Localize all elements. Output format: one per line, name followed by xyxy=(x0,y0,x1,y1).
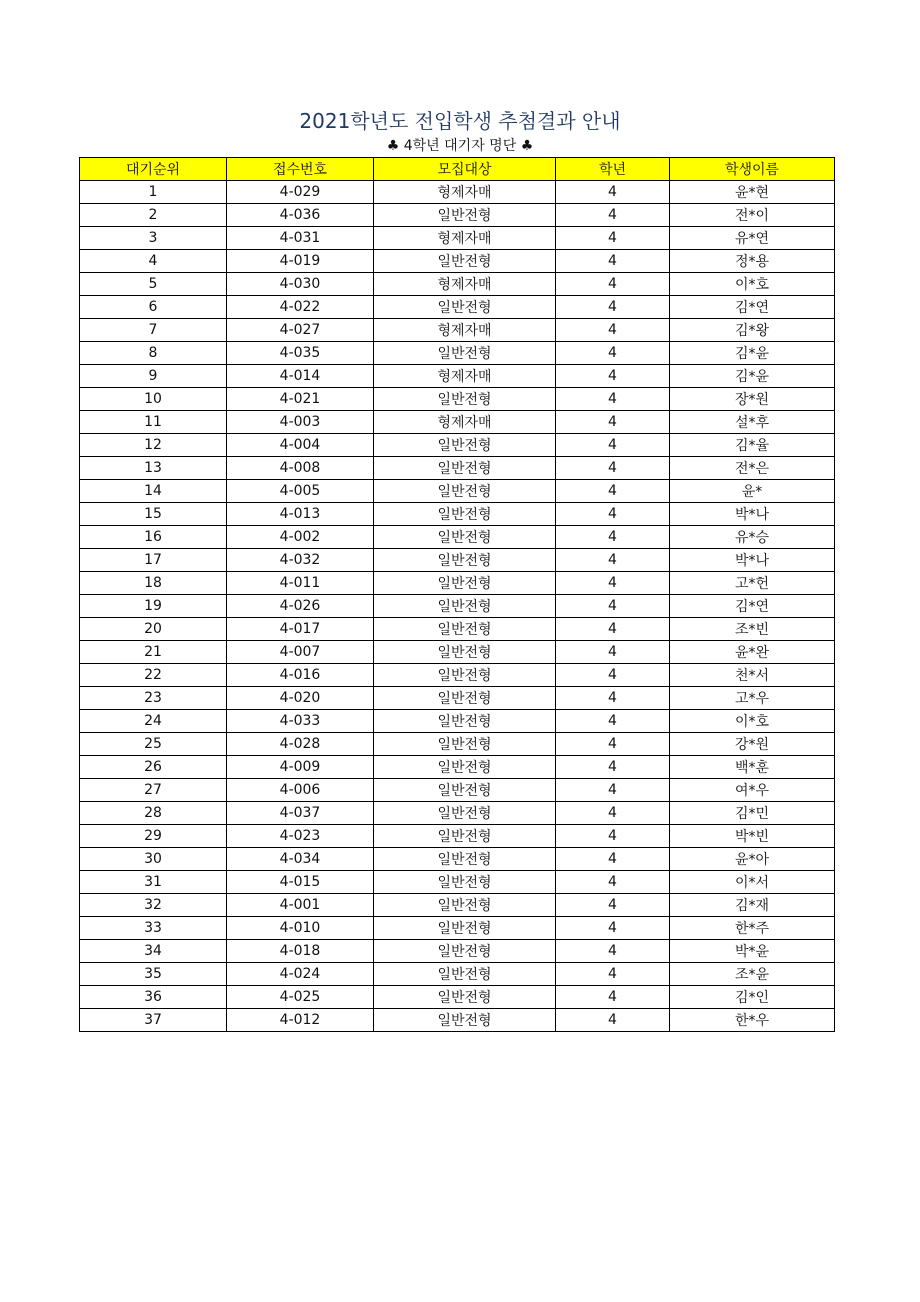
cell-rank: 20 xyxy=(80,618,227,641)
cell-student-name: 박*나 xyxy=(670,549,835,572)
table-row xyxy=(80,503,835,526)
table-row xyxy=(80,618,835,641)
cell-rank: 12 xyxy=(80,434,227,457)
cell-recruitment-type: 일반전형 xyxy=(374,388,556,411)
cell-rank: 18 xyxy=(80,572,227,595)
cell-grade: 4 xyxy=(556,296,670,319)
cell-student-name: 윤*완 xyxy=(670,641,835,664)
cell-student-name: 윤*아 xyxy=(670,848,835,871)
cell-recruitment-type: 일반전형 xyxy=(374,848,556,871)
cell-application-number: 4-032 xyxy=(227,549,374,572)
cell-recruitment-type: 일반전형 xyxy=(374,802,556,825)
cell-student-name: 김*왕 xyxy=(670,319,835,342)
cell-student-name: 이*호 xyxy=(670,273,835,296)
cell-application-number: 4-013 xyxy=(227,503,374,526)
cell-grade: 4 xyxy=(556,848,670,871)
table-row xyxy=(80,549,835,572)
cell-rank: 29 xyxy=(80,825,227,848)
cell-rank: 23 xyxy=(80,687,227,710)
cell-rank: 8 xyxy=(80,342,227,365)
table-row xyxy=(80,181,835,204)
waitlist-table xyxy=(79,157,835,1032)
cell-student-name: 천*서 xyxy=(670,664,835,687)
cell-application-number: 4-006 xyxy=(227,779,374,802)
cell-recruitment-type: 형제자매 xyxy=(374,227,556,250)
cell-student-name: 김*연 xyxy=(670,296,835,319)
cell-student-name: 김*윤 xyxy=(670,365,835,388)
cell-rank: 27 xyxy=(80,779,227,802)
cell-rank: 17 xyxy=(80,549,227,572)
cell-student-name: 김*윤 xyxy=(670,342,835,365)
table-row xyxy=(80,733,835,756)
cell-grade: 4 xyxy=(556,664,670,687)
cell-rank: 32 xyxy=(80,894,227,917)
cell-application-number: 4-022 xyxy=(227,296,374,319)
cell-recruitment-type: 일반전형 xyxy=(374,549,556,572)
cell-recruitment-type: 일반전형 xyxy=(374,457,556,480)
cell-grade: 4 xyxy=(556,181,670,204)
cell-rank: 16 xyxy=(80,526,227,549)
cell-rank: 4 xyxy=(80,250,227,273)
cell-grade: 4 xyxy=(556,963,670,986)
cell-rank: 3 xyxy=(80,227,227,250)
cell-recruitment-type: 일반전형 xyxy=(374,894,556,917)
cell-recruitment-type: 일반전형 xyxy=(374,756,556,779)
table-row xyxy=(80,710,835,733)
cell-student-name: 조*빈 xyxy=(670,618,835,641)
cell-student-name: 이*호 xyxy=(670,710,835,733)
cell-rank: 14 xyxy=(80,480,227,503)
cell-grade: 4 xyxy=(556,940,670,963)
cell-recruitment-type: 형제자매 xyxy=(374,181,556,204)
cell-application-number: 4-009 xyxy=(227,756,374,779)
table-row xyxy=(80,250,835,273)
cell-grade: 4 xyxy=(556,687,670,710)
cell-student-name: 윤* xyxy=(670,480,835,503)
cell-rank: 30 xyxy=(80,848,227,871)
cell-recruitment-type: 일반전형 xyxy=(374,825,556,848)
cell-grade: 4 xyxy=(556,779,670,802)
cell-student-name: 윤*현 xyxy=(670,181,835,204)
cell-rank: 34 xyxy=(80,940,227,963)
cell-student-name: 김*재 xyxy=(670,894,835,917)
table-body xyxy=(80,181,835,1032)
cell-student-name: 박*윤 xyxy=(670,940,835,963)
cell-student-name: 이*서 xyxy=(670,871,835,894)
cell-rank: 35 xyxy=(80,963,227,986)
cell-recruitment-type: 일반전형 xyxy=(374,664,556,687)
cell-grade: 4 xyxy=(556,503,670,526)
cell-recruitment-type: 일반전형 xyxy=(374,503,556,526)
table-header-row xyxy=(80,158,835,181)
cell-application-number: 4-026 xyxy=(227,595,374,618)
table-row xyxy=(80,779,835,802)
table-row xyxy=(80,756,835,779)
cell-student-name: 백*훈 xyxy=(670,756,835,779)
cell-rank: 11 xyxy=(80,411,227,434)
cell-rank: 26 xyxy=(80,756,227,779)
cell-application-number: 4-028 xyxy=(227,733,374,756)
header-rank: 대기순위 xyxy=(80,158,227,181)
cell-grade: 4 xyxy=(556,227,670,250)
cell-recruitment-type: 일반전형 xyxy=(374,917,556,940)
cell-application-number: 4-005 xyxy=(227,480,374,503)
cell-recruitment-type: 일반전형 xyxy=(374,296,556,319)
table-row xyxy=(80,204,835,227)
cell-application-number: 4-025 xyxy=(227,986,374,1009)
cell-rank: 9 xyxy=(80,365,227,388)
cell-grade: 4 xyxy=(556,273,670,296)
cell-rank: 6 xyxy=(80,296,227,319)
table-row xyxy=(80,319,835,342)
cell-rank: 36 xyxy=(80,986,227,1009)
cell-student-name: 조*윤 xyxy=(670,963,835,986)
cell-recruitment-type: 일반전형 xyxy=(374,434,556,457)
cell-student-name: 김*인 xyxy=(670,986,835,1009)
cell-student-name: 정*용 xyxy=(670,250,835,273)
cell-application-number: 4-011 xyxy=(227,572,374,595)
table-row xyxy=(80,457,835,480)
table-row xyxy=(80,595,835,618)
cell-application-number: 4-003 xyxy=(227,411,374,434)
table-row xyxy=(80,388,835,411)
cell-application-number: 4-010 xyxy=(227,917,374,940)
cell-rank: 2 xyxy=(80,204,227,227)
cell-student-name: 고*우 xyxy=(670,687,835,710)
subtitle-text: 4학년 대기자 명단 xyxy=(403,138,517,154)
cell-rank: 13 xyxy=(80,457,227,480)
cell-rank: 33 xyxy=(80,917,227,940)
table-row xyxy=(80,825,835,848)
table-row xyxy=(80,434,835,457)
cell-student-name: 고*헌 xyxy=(670,572,835,595)
table-row xyxy=(80,940,835,963)
club-icon: ♣ xyxy=(386,138,400,154)
cell-grade: 4 xyxy=(556,411,670,434)
cell-recruitment-type: 일반전형 xyxy=(374,480,556,503)
cell-student-name: 유*연 xyxy=(670,227,835,250)
cell-application-number: 4-033 xyxy=(227,710,374,733)
table-row xyxy=(80,894,835,917)
cell-rank: 28 xyxy=(80,802,227,825)
cell-grade: 4 xyxy=(556,572,670,595)
cell-student-name: 유*승 xyxy=(670,526,835,549)
cell-application-number: 4-027 xyxy=(227,319,374,342)
table-row xyxy=(80,687,835,710)
cell-student-name: 한*우 xyxy=(670,1009,835,1032)
cell-rank: 22 xyxy=(80,664,227,687)
table-row xyxy=(80,411,835,434)
table-row xyxy=(80,572,835,595)
cell-recruitment-type: 일반전형 xyxy=(374,595,556,618)
cell-recruitment-type: 일반전형 xyxy=(374,779,556,802)
cell-grade: 4 xyxy=(556,388,670,411)
cell-grade: 4 xyxy=(556,204,670,227)
cell-student-name: 장*원 xyxy=(670,388,835,411)
cell-recruitment-type: 일반전형 xyxy=(374,687,556,710)
cell-grade: 4 xyxy=(556,917,670,940)
cell-application-number: 4-012 xyxy=(227,1009,374,1032)
cell-application-number: 4-021 xyxy=(227,388,374,411)
cell-grade: 4 xyxy=(556,710,670,733)
table-row xyxy=(80,917,835,940)
cell-recruitment-type: 형제자매 xyxy=(374,273,556,296)
cell-recruitment-type: 일반전형 xyxy=(374,526,556,549)
cell-application-number: 4-019 xyxy=(227,250,374,273)
cell-application-number: 4-031 xyxy=(227,227,374,250)
cell-grade: 4 xyxy=(556,641,670,664)
table-row xyxy=(80,871,835,894)
cell-application-number: 4-007 xyxy=(227,641,374,664)
cell-grade: 4 xyxy=(556,365,670,388)
cell-student-name: 강*원 xyxy=(670,733,835,756)
header-recruitment-type: 모집대상 xyxy=(374,158,556,181)
table-row xyxy=(80,227,835,250)
cell-application-number: 4-018 xyxy=(227,940,374,963)
cell-application-number: 4-036 xyxy=(227,204,374,227)
cell-grade: 4 xyxy=(556,342,670,365)
cell-application-number: 4-023 xyxy=(227,825,374,848)
cell-recruitment-type: 일반전형 xyxy=(374,986,556,1009)
cell-student-name: 박*나 xyxy=(670,503,835,526)
cell-rank: 5 xyxy=(80,273,227,296)
cell-recruitment-type: 일반전형 xyxy=(374,733,556,756)
cell-grade: 4 xyxy=(556,434,670,457)
cell-recruitment-type: 일반전형 xyxy=(374,710,556,733)
cell-student-name: 전*은 xyxy=(670,457,835,480)
cell-student-name: 김*연 xyxy=(670,595,835,618)
cell-application-number: 4-029 xyxy=(227,181,374,204)
cell-grade: 4 xyxy=(556,526,670,549)
cell-recruitment-type: 일반전형 xyxy=(374,1009,556,1032)
cell-student-name: 설*후 xyxy=(670,411,835,434)
cell-grade: 4 xyxy=(556,1009,670,1032)
cell-grade: 4 xyxy=(556,756,670,779)
cell-recruitment-type: 형제자매 xyxy=(374,411,556,434)
page-title: 2021학년도 전입학생 추첨결과 안내 xyxy=(299,109,621,133)
table-row xyxy=(80,848,835,871)
cell-application-number: 4-020 xyxy=(227,687,374,710)
table-row xyxy=(80,273,835,296)
cell-recruitment-type: 일반전형 xyxy=(374,342,556,365)
cell-application-number: 4-004 xyxy=(227,434,374,457)
cell-rank: 10 xyxy=(80,388,227,411)
cell-student-name: 김*민 xyxy=(670,802,835,825)
cell-student-name: 여*우 xyxy=(670,779,835,802)
cell-rank: 31 xyxy=(80,871,227,894)
cell-student-name: 전*이 xyxy=(670,204,835,227)
table-row xyxy=(80,1009,835,1032)
table-row xyxy=(80,802,835,825)
cell-recruitment-type: 일반전형 xyxy=(374,871,556,894)
cell-application-number: 4-037 xyxy=(227,802,374,825)
cell-grade: 4 xyxy=(556,733,670,756)
table-row xyxy=(80,365,835,388)
table-row xyxy=(80,296,835,319)
cell-grade: 4 xyxy=(556,802,670,825)
page-subtitle xyxy=(0,136,920,156)
cell-application-number: 4-014 xyxy=(227,365,374,388)
cell-application-number: 4-035 xyxy=(227,342,374,365)
club-icon: ♣ xyxy=(520,138,534,154)
cell-recruitment-type: 일반전형 xyxy=(374,641,556,664)
cell-application-number: 4-034 xyxy=(227,848,374,871)
cell-grade: 4 xyxy=(556,825,670,848)
cell-recruitment-type: 일반전형 xyxy=(374,572,556,595)
cell-grade: 4 xyxy=(556,250,670,273)
cell-grade: 4 xyxy=(556,871,670,894)
cell-student-name: 박*빈 xyxy=(670,825,835,848)
cell-grade: 4 xyxy=(556,457,670,480)
cell-application-number: 4-015 xyxy=(227,871,374,894)
cell-rank: 37 xyxy=(80,1009,227,1032)
cell-recruitment-type: 일반전형 xyxy=(374,963,556,986)
cell-application-number: 4-017 xyxy=(227,618,374,641)
cell-recruitment-type: 일반전형 xyxy=(374,618,556,641)
cell-grade: 4 xyxy=(556,319,670,342)
cell-student-name: 김*율 xyxy=(670,434,835,457)
cell-application-number: 4-002 xyxy=(227,526,374,549)
cell-rank: 7 xyxy=(80,319,227,342)
table-row xyxy=(80,480,835,503)
table-row xyxy=(80,342,835,365)
header-application-number: 접수번호 xyxy=(227,158,374,181)
cell-grade: 4 xyxy=(556,618,670,641)
cell-recruitment-type: 형제자매 xyxy=(374,319,556,342)
table-row xyxy=(80,641,835,664)
header-student-name: 학생이름 xyxy=(670,158,835,181)
cell-recruitment-type: 형제자매 xyxy=(374,365,556,388)
cell-grade: 4 xyxy=(556,595,670,618)
cell-grade: 4 xyxy=(556,894,670,917)
header-grade: 학년 xyxy=(556,158,670,181)
cell-recruitment-type: 일반전형 xyxy=(374,250,556,273)
cell-grade: 4 xyxy=(556,986,670,1009)
cell-student-name: 한*주 xyxy=(670,917,835,940)
cell-rank: 15 xyxy=(80,503,227,526)
cell-rank: 21 xyxy=(80,641,227,664)
cell-rank: 1 xyxy=(80,181,227,204)
cell-application-number: 4-030 xyxy=(227,273,374,296)
cell-rank: 25 xyxy=(80,733,227,756)
table-row xyxy=(80,526,835,549)
cell-recruitment-type: 일반전형 xyxy=(374,940,556,963)
cell-grade: 4 xyxy=(556,480,670,503)
cell-rank: 24 xyxy=(80,710,227,733)
cell-rank: 19 xyxy=(80,595,227,618)
cell-application-number: 4-016 xyxy=(227,664,374,687)
table-row xyxy=(80,986,835,1009)
cell-application-number: 4-024 xyxy=(227,963,374,986)
table-row xyxy=(80,963,835,986)
cell-application-number: 4-008 xyxy=(227,457,374,480)
cell-grade: 4 xyxy=(556,549,670,572)
cell-recruitment-type: 일반전형 xyxy=(374,204,556,227)
cell-application-number: 4-001 xyxy=(227,894,374,917)
table-row xyxy=(80,664,835,687)
